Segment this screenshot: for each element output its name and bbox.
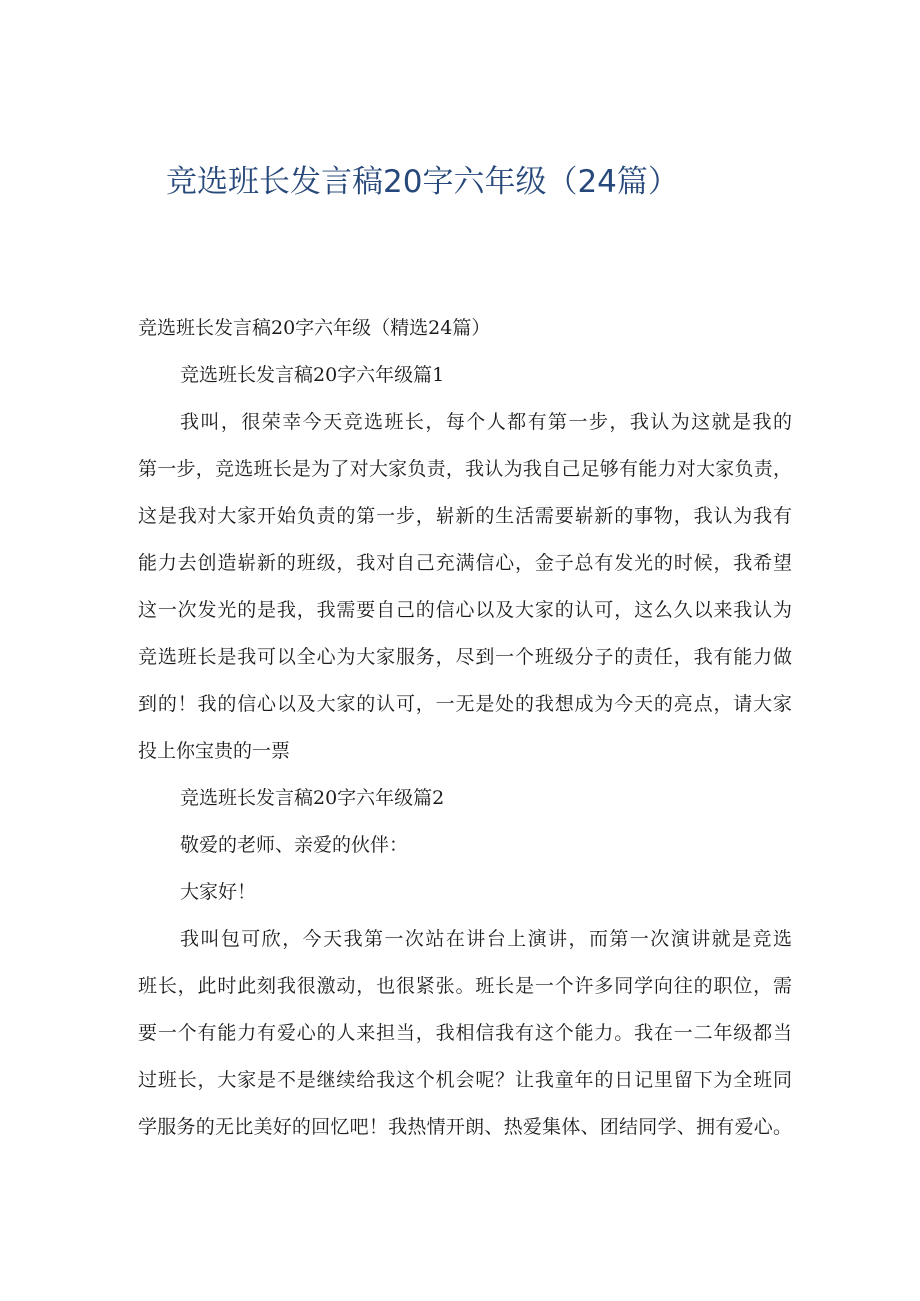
paragraph-line: 我叫包可欣，今天我第一次站在讲台上演讲，而第一次演讲就是竞选 bbox=[180, 928, 792, 950]
section-heading-1: 竞选班长发言稿20字六年级篇1 bbox=[180, 364, 445, 386]
paragraph-line: 能力去创造崭新的班级，我对自己充满信心，金子总有发光的时候，我希望 bbox=[138, 552, 792, 574]
paragraph-line: 过班长，大家是不是继续给我这个机会呢？让我童年的日记里留下为全班同 bbox=[138, 1069, 792, 1091]
paragraph-line: 投上你宝贵的一票 bbox=[138, 740, 291, 762]
paragraph-line: 竞选班长是我可以全心为大家服务，尽到一个班级分子的责任，我有能力做 bbox=[138, 646, 792, 668]
paragraph-line: 我叫，很荣幸今天竞选班长，每个人都有第一步，我认为这就是我的 bbox=[180, 411, 792, 433]
paragraph-line: 这是我对大家开始负责的第一步，崭新的生活需要崭新的事物，我认为我有 bbox=[138, 505, 792, 527]
paragraph-line: 学服务的无比美好的回忆吧！我热情开朗、热爱集体、团结同学、拥有爱心。 bbox=[138, 1116, 792, 1138]
section-heading-2: 竞选班长发言稿20字六年级篇2 bbox=[180, 787, 445, 809]
salutation-line: 敬爱的老师、亲爱的伙伴： bbox=[180, 834, 409, 856]
document-title: 竞选班长发言稿20字六年级（24篇） bbox=[166, 164, 679, 200]
paragraph-line: 班长，此时此刻我很激动，也很紧张。班长是一个许多同学向往的职位，需 bbox=[138, 975, 792, 997]
paragraph-line: 到的！我的信心以及大家的认可，一无是处的我想成为今天的亮点，请大家 bbox=[138, 693, 792, 715]
paragraph-line: 要一个有能力有爱心的人来担当，我相信我有这个能力。我在一二年级都当 bbox=[138, 1022, 792, 1044]
paragraph-line: 第一步，竞选班长是为了对大家负责，我认为我自己足够有能力对大家负责， bbox=[138, 458, 792, 480]
subtitle-line: 竞选班长发言稿20字六年级（精选24篇） bbox=[138, 317, 491, 339]
paragraph-line: 这一次发光的是我，我需要自己的信心以及大家的认可，这么久以来我认为 bbox=[138, 599, 792, 621]
document-body bbox=[138, 305, 792, 1151]
greeting-line: 大家好！ bbox=[180, 881, 257, 903]
